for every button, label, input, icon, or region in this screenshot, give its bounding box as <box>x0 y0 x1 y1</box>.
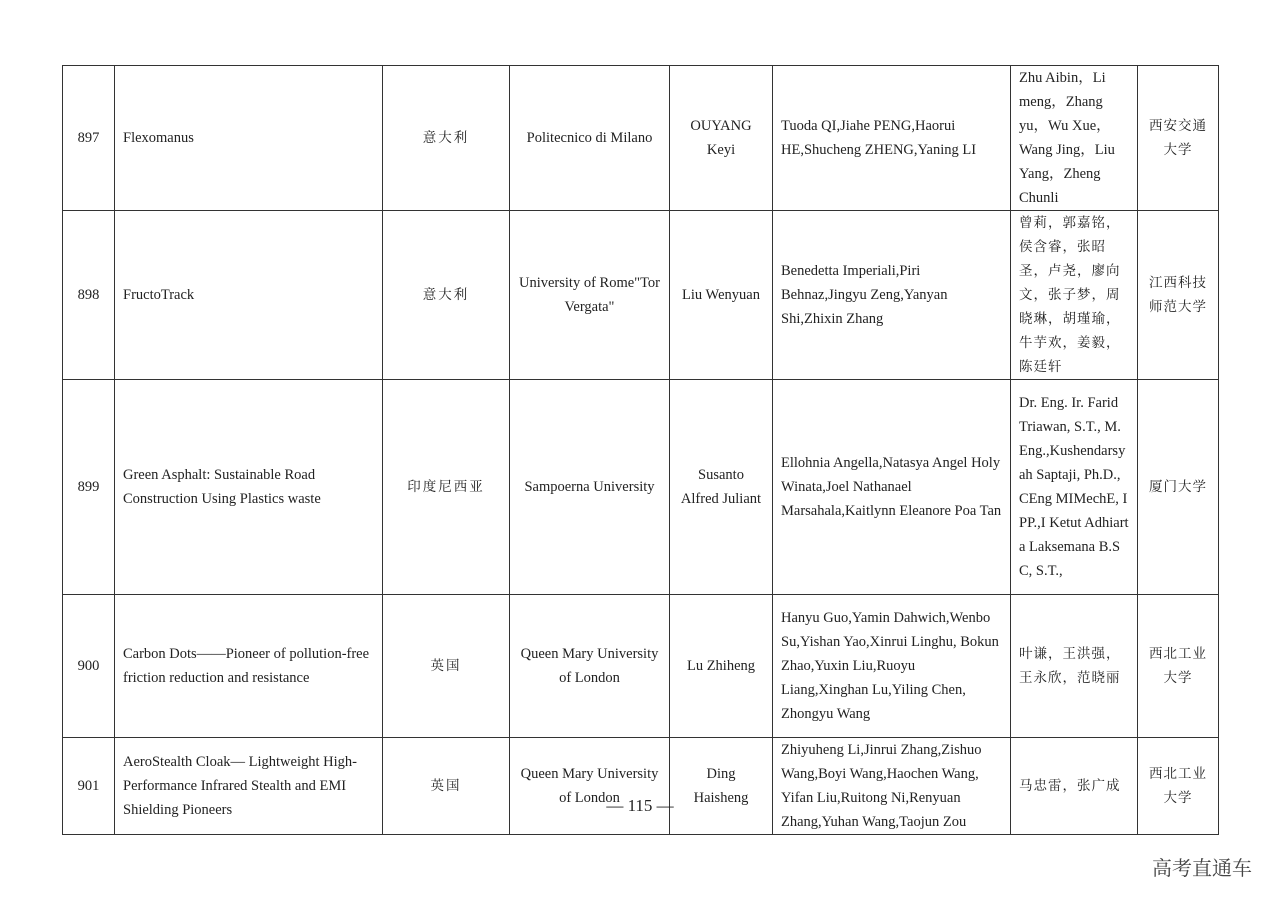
tutor: OUYANG Keyi <box>670 66 773 211</box>
chinese-partners: 马忠雷，张广成 <box>1011 738 1138 835</box>
country: 意大利 <box>383 211 510 380</box>
chinese-partners: Dr. Eng. Ir. Farid Triawan, S.T., M.Eng.,Kushendarsyah Saptaji, Ph.D., CEng MIMechE, IPP.,I Ketut Adhiarta Laksemana B.SC, S.T., <box>1011 380 1138 595</box>
tutor: Susanto Alfred Juliant <box>670 380 773 595</box>
page-number: — 115 — <box>606 796 674 815</box>
university: Queen Mary University of London <box>510 738 670 835</box>
watermark-text: 高考直通车 <box>1152 856 1252 880</box>
university: Queen Mary University of London <box>510 595 670 738</box>
chinese-university: 西北工业大学 <box>1138 738 1219 835</box>
tutor: Lu Zhiheng <box>670 595 773 738</box>
row-number: 901 <box>63 738 115 835</box>
row-number: 897 <box>63 66 115 211</box>
project-title: FructoTrack <box>115 211 383 380</box>
project-title: Carbon Dots——Pioneer of pollution-free friction reduction and resistance <box>115 595 383 738</box>
row-number: 900 <box>63 595 115 738</box>
table-row <box>63 380 1219 595</box>
row-number: 899 <box>63 380 115 595</box>
chinese-partners: 叶谦，王洪强，王永欣，范晓丽 <box>1011 595 1138 738</box>
projects-table <box>62 65 1219 835</box>
chinese-university: 厦门大学 <box>1138 380 1219 595</box>
project-title: AeroStealth Cloak— Lightweight High-Performance Infrared Stealth and EMI Shielding Pioneers <box>115 738 383 835</box>
chinese-university: 西安交通大学 <box>1138 66 1219 211</box>
country: 印度尼西亚 <box>383 380 510 595</box>
project-title: Flexomanus <box>115 66 383 211</box>
chinese-university: 西北工业大学 <box>1138 595 1219 738</box>
country: 英国 <box>383 595 510 738</box>
tutor: Liu Wenyuan <box>670 211 773 380</box>
team-members: Ellohnia Angella,Natasya Angel Holy Winata,Joel Nathanael Marsahala,Kaitlynn Eleanore Poa Tan <box>773 380 1011 595</box>
university: Politecnico di Milano <box>510 66 670 211</box>
table-row <box>63 211 1219 380</box>
team-members: Hanyu Guo,Yamin Dahwich,Wenbo Su,Yishan Yao,Xinrui Linghu, Bokun Zhao,Yuxin Liu,Ruoyu Liang,Xinghan Lu,Yiling Chen, Zhongyu Wang <box>773 595 1011 738</box>
table-row <box>63 738 1219 835</box>
row-number: 898 <box>63 211 115 380</box>
team-members: Benedetta Imperiali,Piri Behnaz,Jingyu Zeng,Yanyan Shi,Zhixin Zhang <box>773 211 1011 380</box>
country: 意大利 <box>383 66 510 211</box>
chinese-partners: Zhu Aibin，Li meng，Zhang yu，Wu Xue，Wang Jing，Liu Yang，Zheng Chunli <box>1011 66 1138 211</box>
table-row <box>63 595 1219 738</box>
table-row <box>63 66 1219 211</box>
team-members: Zhiyuheng Li,Jinrui Zhang,Zishuo Wang,Boyi Wang,Haochen Wang, Yifan Liu,Ruitong Ni,Renyuan Zhang,Yuhan Wang,Taojun Zou <box>773 738 1011 835</box>
country: 英国 <box>383 738 510 835</box>
project-title: Green Asphalt: Sustainable Road Construction Using Plastics waste <box>115 380 383 595</box>
university: University of Rome"Tor Vergata" <box>510 211 670 380</box>
tutor: Ding Haisheng <box>670 738 773 835</box>
chinese-university: 江西科技师范大学 <box>1138 211 1219 380</box>
chinese-partners: 曾莉，郭嘉铭，侯含睿，张昭圣，卢尧，廖向文，张子梦，周晓琳，胡瑾瑜，牛芋欢，姜毅，陈廷轩 <box>1011 211 1138 380</box>
university: Sampoerna University <box>510 380 670 595</box>
team-members: Tuoda QI,Jiahe PENG,Haorui HE,Shucheng ZHENG,Yaning LI <box>773 66 1011 211</box>
